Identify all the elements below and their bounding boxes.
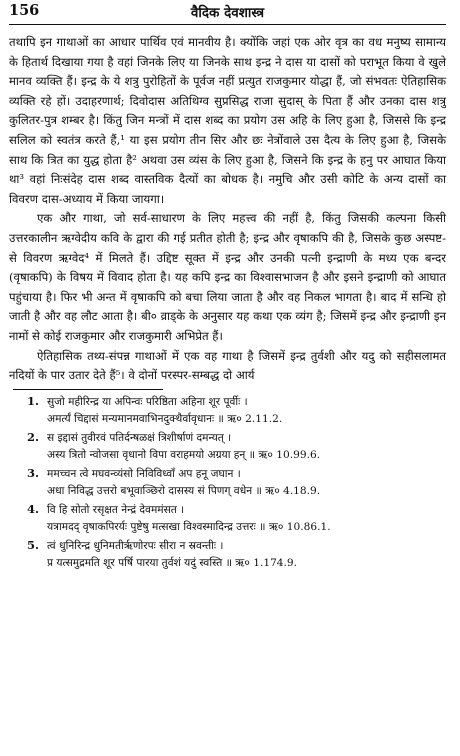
footnote-verse: त्वं धुनिरिन्द्र धुनिमतीर्ऋणोरपः सीरा न स्रवन्तीः । [47, 539, 224, 552]
paragraph: तथापि इन गाथाओं का आधार पार्थिव एवं मानवीय है। क्योंकि जहां एक ओर वृत्र का वध मनुष्य सामान्य के हितार्थ दिखाया गया है वहां जिनके लिए या जिनके साथ इन्द्र ने दास या दासों को पराभूत किया वे खुले मानव व्यक्ति हैं। इन्द्र के ये शत्रु पुरोहितों के पूर्वज नहीं प्रत्युत राजकुमार योद्धा हैं, जो संभवतः ऐतिहासिक व्यक्ति रहे हों। उदाहरणार्थ; दिवोदास अतिथिग्व सुप्रसिद्ध राजा सुदास् के पिता हैं और उनका दास शत्रु कुलितर-पुत्र शम्बर है। किंतु जिन मन्त्रों में दास शब्द का प्रयोग उस अहि के लिए हुआ है, जिससे कि इन्द्र सलिल को स्वतंत्र करते हैं,¹ या इस प्रयोग तीन सिर और छः नेत्रोंवाले उस दैत्य के लिए हुआ है, जिसके साथ कि त्रित का युद्ध होता है² अथवा उस व्यंस के लिए हुआ है, जिसने कि इन्द्र के हनु पर आघात किया था³ वहां निःसंदेह दास शब्द वास्तविक दैत्यों का बोधक है। नमुचि और उसी कोटि के अन्य दासों का विवरण दास-अध्याय में किया जायगा। [9, 35, 446, 206]
footnote-gloss: अस्य त्रितो न्वोजसा वृधानो विपा वराहमयो अग्रया हन् ॥ ऋ० 10.99.6. [47, 448, 321, 461]
paragraph: एक और गाथा, जो सर्व-साधारण के लिए महत्त्व की नहीं है, किंतु जिसकी कल्पना किसी उत्तरकालीन ऋग्वेदीय कवि के द्वारा की गई प्रतीत होती है; इन्द्र और वृषाकपि की है, जिसके कुछ अस्पष्ट-से विवरण ऋग्वेद⁴ में मिलते हैं। उद्दिष्ट सूक्त में इन्द्र और उनकी पत्नी इन्द्राणी के मध्य एक बन्दर (वृषाकपि) के विषय में विवाद होता है। यह कपि इन्द्र का विश्वासभाजन है और इसने इन्द्राणी को आघात पहुंचाया है। फिर भी अन्त में वृषाकपि को बचा लिया जाता है और वह निकल भागता है। बाद में सन्धि हो जाती है और वह लौट आता है। बी० व्राड्के के अनुसार यह कथा एक व्यंग है; जिसमें इन्द्र और इन्द्राणी इन नामों से कोई राजकुमार और राजकुमारी अभिप्रेत हैं। [9, 211, 446, 343]
footnote-gloss: यत्रामदद् वृषाकपिरर्यः पुष्टेषु मत्सखा विश्वस्मादिन्द्र उत्तरः ॥ ऋ० 10.86.1. [47, 520, 331, 533]
footnote [9, 429, 446, 464]
footnote [9, 537, 446, 572]
footnote-gloss: प्र यत्समुद्रमति शूर पर्षि पारया तुर्वशं यदुं स्वस्ति ॥ ऋ० 1.174.9. [47, 556, 298, 569]
footnote-divider [13, 389, 163, 390]
footnote [9, 465, 446, 500]
footnote-verse: ममच्चन त्वे मघवन्व्यंसो निविविध्वाँ अप हनू जघान । [47, 467, 241, 480]
footnote-number: 1. [26, 393, 39, 408]
footnote-number: 2. [26, 429, 39, 444]
paragraph: ऐतिहासिक तथ्य-संपन्न गाथाओं में एक वह गाथा है जिसमें इन्द्र तुर्वशी और यदु को सहीसलामत नदियों के पार उतार देते हैं⁵। वे दोनों परस्पर-सम्बद्ध दो आर्य [9, 348, 446, 383]
footnote-number: 5. [26, 537, 39, 552]
footnote-verse: सुजो महीरिन्द्र या अपिन्वः परिष्ठिता अहिना शूर पूर्वीः । [47, 395, 248, 408]
running-title: वैदिक देवशास्त्र [190, 5, 265, 21]
footnote-number: 4. [26, 501, 39, 516]
footnote [9, 393, 446, 428]
page-number: 156 [9, 2, 40, 19]
footnotes [9, 393, 446, 572]
footnote-gloss: अधा निविद्ध उत्तरो बभूवाञ्छिरो दासस्य सं पिणग् वधेन ॥ ऋ० 4.18.9. [47, 484, 321, 497]
footnote-verse: स इद्दासं तुवीरवं पतिर्दन्षळक्षं त्रिशीर्षाणं दमन्यत् । [47, 431, 232, 444]
page-header [9, 2, 446, 25]
footnote-gloss: अमर्त्यं चिद्दासं मन्यमानमवाभिनदुक्थैर्वावृधानः ॥ ऋ० 2.11.2. [47, 412, 283, 425]
body-text [9, 33, 446, 386]
footnote-number: 3. [26, 465, 39, 480]
footnote [9, 501, 446, 536]
footnote-verse: वि हि सोतो रसृक्षत नेन्द्रं देवममंसत । [47, 503, 185, 516]
